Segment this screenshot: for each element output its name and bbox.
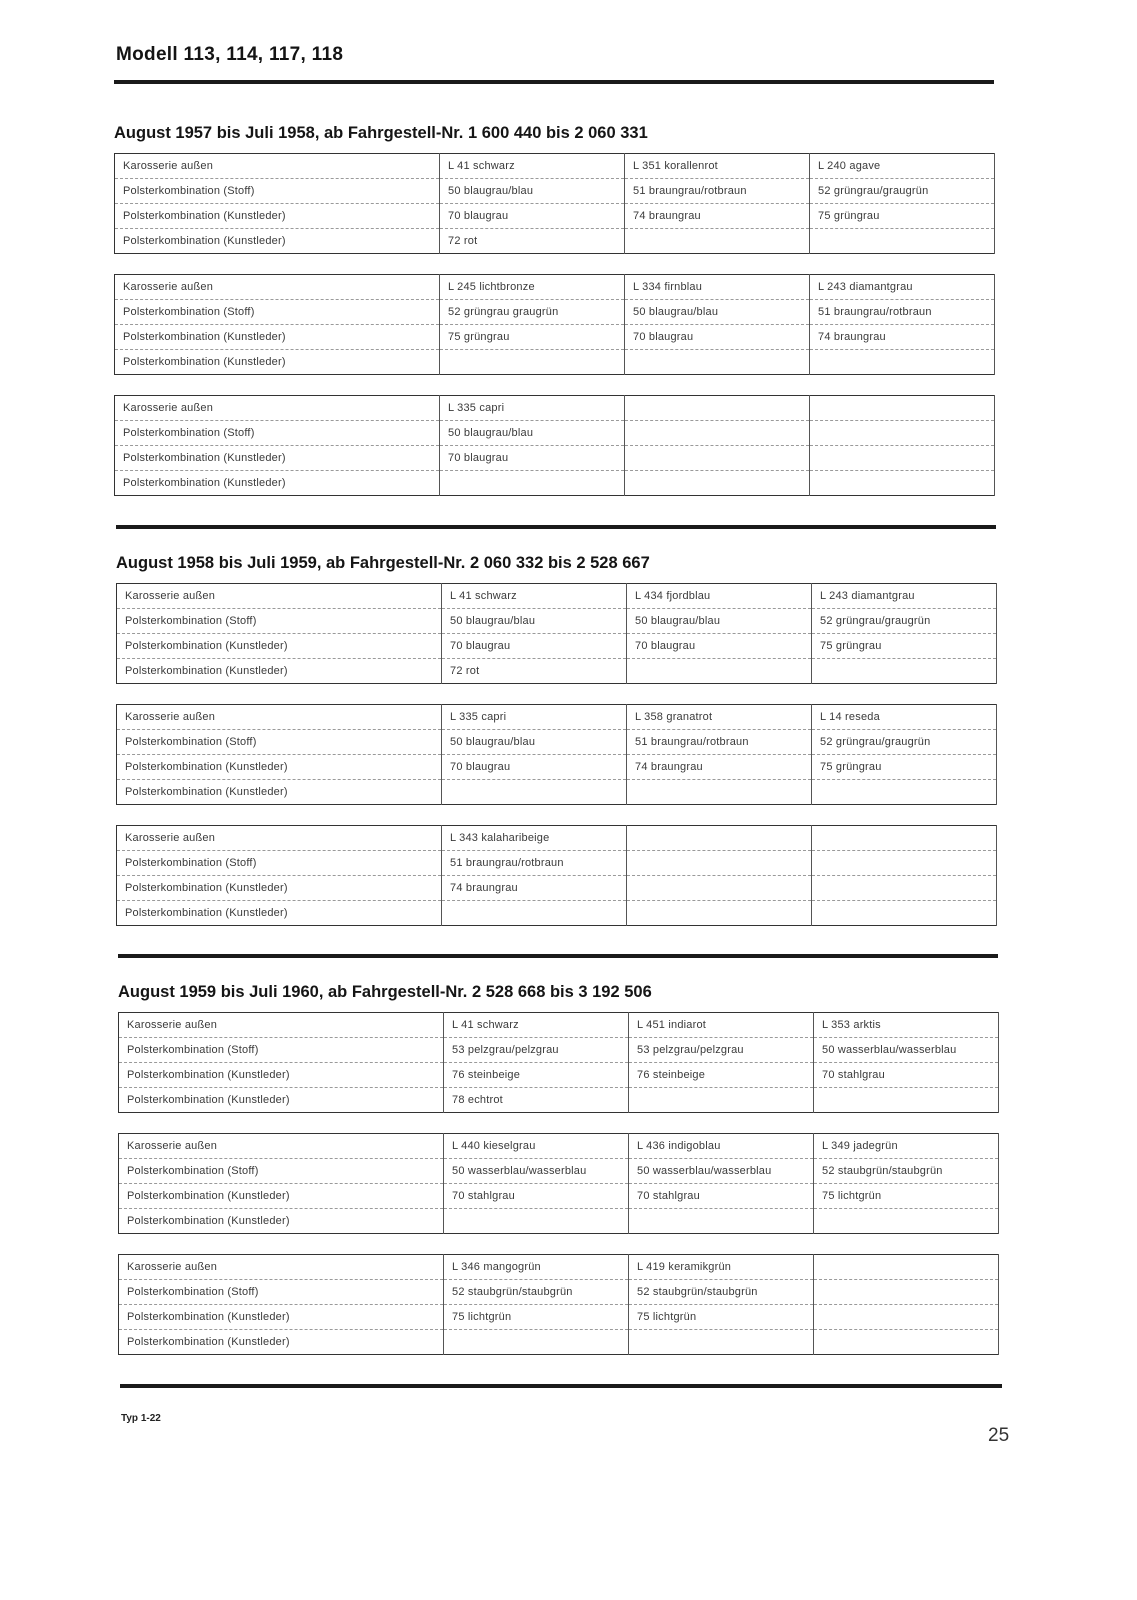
table-cell: 50 blaugrau/blau (442, 730, 627, 755)
table-row (119, 1088, 999, 1113)
table-cell: 50 wasserblau/wasserblau (444, 1159, 629, 1184)
row-label: Polsterkombination (Kunstleder) (115, 471, 440, 496)
table-cell: 72 rot (442, 659, 627, 684)
table-cell (625, 396, 810, 421)
table-cell: 70 blaugrau (440, 446, 625, 471)
section-tables (118, 1012, 999, 1355)
table-row (117, 634, 997, 659)
table-cell (627, 851, 812, 876)
table-cell: 52 grüngrau graugrün (440, 300, 625, 325)
table-cell: 74 braungrau (442, 876, 627, 901)
row-label: Karosserie außen (119, 1134, 444, 1159)
section-tables (116, 583, 997, 926)
section-1959 (118, 983, 999, 1375)
table-cell: L 343 kalaharibeige (442, 826, 627, 851)
row-label: Polsterkombination (Kunstleder) (117, 780, 442, 805)
row-label: Polsterkombination (Stoff) (115, 421, 440, 446)
table-cell: L 240 agave (810, 154, 995, 179)
table-row (119, 1305, 999, 1330)
table-cell (625, 229, 810, 254)
table-cell: 75 lichtgrün (814, 1184, 999, 1209)
table-cell: 50 wasserblau/wasserblau (629, 1159, 814, 1184)
table-cell (814, 1088, 999, 1113)
table-cell: 75 lichtgrün (629, 1305, 814, 1330)
color-table (118, 1012, 999, 1113)
row-label: Polsterkombination (Kunstleder) (115, 350, 440, 375)
table-cell (812, 876, 997, 901)
color-table (118, 1133, 999, 1234)
table-cell (627, 780, 812, 805)
table-cell (444, 1209, 629, 1234)
table-cell: 50 blaugrau/blau (442, 609, 627, 634)
section-heading: August 1957 bis Juli 1958, ab Fahrgestell-Nr. 1 600 440 bis 2 060 331 (114, 124, 648, 142)
table-cell: L 335 capri (442, 705, 627, 730)
table-cell: 72 rot (440, 229, 625, 254)
table-row (115, 229, 995, 254)
table-cell: L 245 lichtbronze (440, 275, 625, 300)
table-cell: 74 braungrau (810, 325, 995, 350)
table-cell (625, 446, 810, 471)
table-cell: 75 grüngrau (812, 755, 997, 780)
table-row (119, 1134, 999, 1159)
table-row (117, 705, 997, 730)
table-cell (810, 396, 995, 421)
row-label: Polsterkombination (Kunstleder) (115, 325, 440, 350)
table-cell: 52 grüngrau/graugrün (810, 179, 995, 204)
table-cell (629, 1209, 814, 1234)
table-cell: 75 lichtgrün (444, 1305, 629, 1330)
color-table (114, 274, 995, 375)
row-label: Polsterkombination (Kunstleder) (117, 659, 442, 684)
table-cell: L 346 mangogrün (444, 1255, 629, 1280)
table-cell (814, 1305, 999, 1330)
type-reference: Typ 1-22 (121, 1413, 161, 1424)
table-cell: 70 blaugrau (625, 325, 810, 350)
row-label: Polsterkombination (Kunstleder) (115, 446, 440, 471)
table-cell: 52 staubgrün/staubgrün (444, 1280, 629, 1305)
section-rule (120, 1384, 1002, 1388)
table-cell: 76 steinbeige (629, 1063, 814, 1088)
color-table (116, 583, 997, 684)
table-cell (814, 1330, 999, 1355)
row-label: Polsterkombination (Stoff) (117, 609, 442, 634)
table-cell: 74 braungrau (627, 755, 812, 780)
table-cell (440, 350, 625, 375)
table-cell: L 351 korallenrot (625, 154, 810, 179)
page-number: 25 (988, 1425, 1010, 1446)
row-label: Polsterkombination (Kunstleder) (119, 1209, 444, 1234)
table-cell (812, 851, 997, 876)
table-cell: L 14 reseda (812, 705, 997, 730)
row-label: Polsterkombination (Kunstleder) (119, 1330, 444, 1355)
table-cell: L 358 granatrot (627, 705, 812, 730)
row-label: Polsterkombination (Stoff) (115, 179, 440, 204)
table-cell: L 335 capri (440, 396, 625, 421)
row-label: Polsterkombination (Stoff) (117, 730, 442, 755)
table-row (119, 1209, 999, 1234)
row-label: Karosserie außen (117, 584, 442, 609)
table-cell: L 334 firnblau (625, 275, 810, 300)
table-row (115, 471, 995, 496)
color-table (118, 1254, 999, 1355)
row-label: Polsterkombination (Kunstleder) (115, 204, 440, 229)
table-row (115, 204, 995, 229)
table-row (117, 755, 997, 780)
table-cell (812, 901, 997, 926)
row-label: Polsterkombination (Kunstleder) (117, 755, 442, 780)
table-row (115, 446, 995, 471)
table-row (119, 1063, 999, 1088)
table-cell: L 440 kieselgrau (444, 1134, 629, 1159)
table-cell: 70 blaugrau (442, 755, 627, 780)
table-row (115, 350, 995, 375)
row-label: Polsterkombination (Kunstleder) (117, 901, 442, 926)
row-label: Polsterkombination (Kunstleder) (119, 1305, 444, 1330)
table-row (119, 1038, 999, 1063)
page-title: Modell 113, 114, 117, 118 (116, 44, 344, 65)
table-cell: 50 blaugrau/blau (627, 609, 812, 634)
row-label: Polsterkombination (Stoff) (119, 1159, 444, 1184)
table-cell (812, 780, 997, 805)
table-cell: 70 blaugrau (442, 634, 627, 659)
table-row (119, 1013, 999, 1038)
table-cell (814, 1280, 999, 1305)
table-cell: 52 staubgrün/staubgrün (814, 1159, 999, 1184)
table-cell: 50 blaugrau/blau (440, 179, 625, 204)
section-1957 (114, 124, 995, 516)
table-cell: 70 stahlgrau (814, 1063, 999, 1088)
section-heading: August 1959 bis Juli 1960, ab Fahrgestell-Nr. 2 528 668 bis 3 192 506 (118, 983, 652, 1001)
table-cell: L 41 schwarz (440, 154, 625, 179)
color-table (114, 395, 995, 496)
row-label: Karosserie außen (117, 826, 442, 851)
table-cell (812, 659, 997, 684)
table-cell: 53 pelzgrau/pelzgrau (444, 1038, 629, 1063)
table-cell: L 41 schwarz (444, 1013, 629, 1038)
row-label: Karosserie außen (115, 154, 440, 179)
header-rule (114, 80, 994, 84)
table-cell (629, 1330, 814, 1355)
table-cell: 78 echtrot (444, 1088, 629, 1113)
table-cell: 50 wasserblau/wasserblau (814, 1038, 999, 1063)
table-cell: L 41 schwarz (442, 584, 627, 609)
table-cell: 76 steinbeige (444, 1063, 629, 1088)
color-table (116, 704, 997, 805)
table-cell: 52 grüngrau/graugrün (812, 730, 997, 755)
table-cell (812, 826, 997, 851)
table-cell: 50 blaugrau/blau (440, 421, 625, 446)
row-label: Polsterkombination (Kunstleder) (119, 1088, 444, 1113)
table-cell: L 243 diamantgrau (810, 275, 995, 300)
table-row (119, 1159, 999, 1184)
table-row (117, 876, 997, 901)
table-cell (810, 446, 995, 471)
row-label: Polsterkombination (Kunstleder) (117, 876, 442, 901)
row-label: Polsterkombination (Stoff) (119, 1280, 444, 1305)
table-cell: L 434 fjordblau (627, 584, 812, 609)
table-row (115, 421, 995, 446)
table-cell (810, 229, 995, 254)
section-tables (114, 153, 995, 496)
row-label: Polsterkombination (Stoff) (115, 300, 440, 325)
table-row (115, 154, 995, 179)
table-row (117, 780, 997, 805)
table-cell: 51 braungrau/rotbraun (442, 851, 627, 876)
color-table (116, 825, 997, 926)
table-cell (442, 780, 627, 805)
table-cell (625, 350, 810, 375)
table-cell (442, 901, 627, 926)
section-rule (118, 954, 998, 958)
table-cell (810, 471, 995, 496)
table-cell (629, 1088, 814, 1113)
table-cell: 51 braungrau/rotbraun (810, 300, 995, 325)
row-label: Karosserie außen (117, 705, 442, 730)
table-row (115, 300, 995, 325)
row-label: Karosserie außen (119, 1255, 444, 1280)
table-row (117, 851, 997, 876)
row-label: Polsterkombination (Kunstleder) (119, 1184, 444, 1209)
row-label: Polsterkombination (Stoff) (119, 1038, 444, 1063)
table-row (119, 1184, 999, 1209)
table-cell: L 436 indigoblau (629, 1134, 814, 1159)
table-cell: L 243 diamantgrau (812, 584, 997, 609)
row-label: Karosserie außen (115, 396, 440, 421)
table-cell: 70 blaugrau (440, 204, 625, 229)
row-label: Karosserie außen (115, 275, 440, 300)
row-label: Polsterkombination (Stoff) (117, 851, 442, 876)
table-cell (627, 876, 812, 901)
table-cell (810, 421, 995, 446)
table-row (115, 275, 995, 300)
table-row (119, 1330, 999, 1355)
table-cell (625, 471, 810, 496)
table-cell (627, 901, 812, 926)
table-cell: L 353 arktis (814, 1013, 999, 1038)
table-cell: 74 braungrau (625, 204, 810, 229)
table-cell: 75 grüngrau (812, 634, 997, 659)
table-row (117, 826, 997, 851)
table-cell: 51 braungrau/rotbraun (625, 179, 810, 204)
table-row (119, 1255, 999, 1280)
table-cell: L 419 keramikgrün (629, 1255, 814, 1280)
table-cell (440, 471, 625, 496)
table-cell: 70 stahlgrau (629, 1184, 814, 1209)
table-row (117, 730, 997, 755)
table-cell (444, 1330, 629, 1355)
table-cell: L 349 jadegrün (814, 1134, 999, 1159)
table-cell: L 451 indiarot (629, 1013, 814, 1038)
table-cell (810, 350, 995, 375)
table-cell: 51 braungrau/rotbraun (627, 730, 812, 755)
row-label: Karosserie außen (119, 1013, 444, 1038)
row-label: Polsterkombination (Kunstleder) (117, 634, 442, 659)
color-table (114, 153, 995, 254)
table-cell (625, 421, 810, 446)
table-cell (814, 1209, 999, 1234)
table-cell: 50 blaugrau/blau (625, 300, 810, 325)
table-cell: 75 grüngrau (810, 204, 995, 229)
section-rule (116, 525, 996, 529)
table-row (117, 901, 997, 926)
table-row (115, 325, 995, 350)
table-cell (627, 659, 812, 684)
table-row (119, 1280, 999, 1305)
section-1958 (116, 554, 997, 946)
table-cell (814, 1255, 999, 1280)
table-row (117, 584, 997, 609)
table-cell: 52 grüngrau/graugrün (812, 609, 997, 634)
table-cell: 75 grüngrau (440, 325, 625, 350)
table-cell: 52 staubgrün/staubgrün (629, 1280, 814, 1305)
table-row (117, 659, 997, 684)
row-label: Polsterkombination (Kunstleder) (115, 229, 440, 254)
table-row (115, 179, 995, 204)
table-row (117, 609, 997, 634)
table-cell: 70 stahlgrau (444, 1184, 629, 1209)
row-label: Polsterkombination (Kunstleder) (119, 1063, 444, 1088)
table-cell: 53 pelzgrau/pelzgrau (629, 1038, 814, 1063)
table-cell: 70 blaugrau (627, 634, 812, 659)
section-heading: August 1958 bis Juli 1959, ab Fahrgestell-Nr. 2 060 332 bis 2 528 667 (116, 554, 650, 572)
table-cell (627, 826, 812, 851)
table-row (115, 396, 995, 421)
